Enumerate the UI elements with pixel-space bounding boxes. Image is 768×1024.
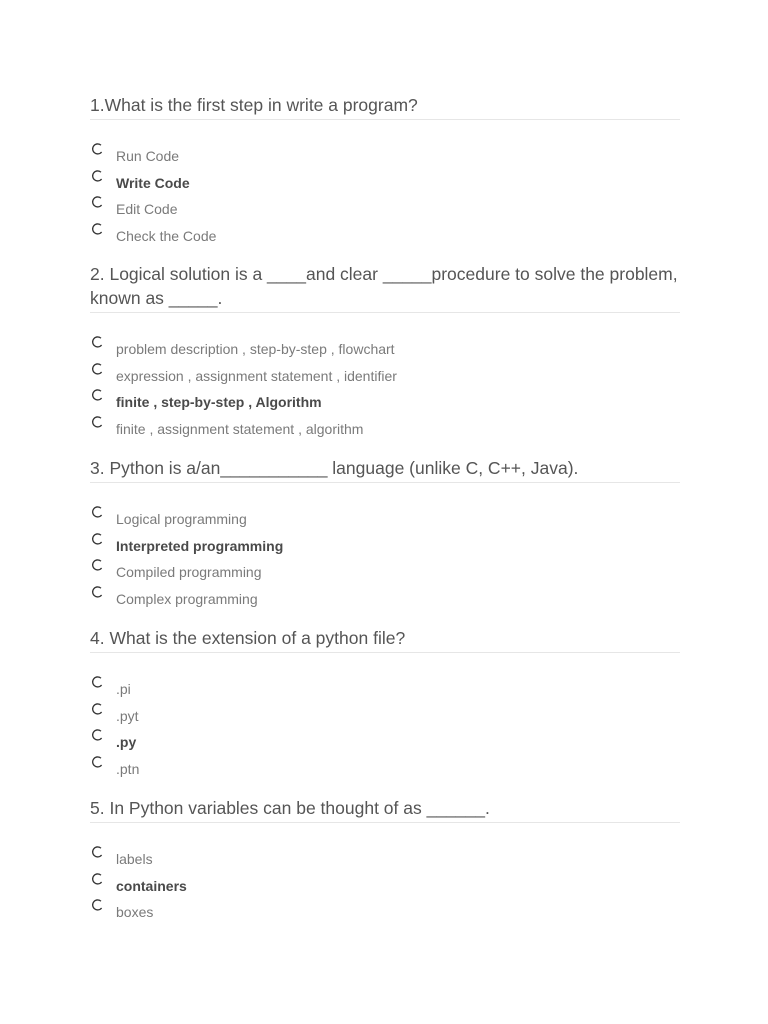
option-label: .py <box>116 734 137 751</box>
radio-icon <box>90 675 104 689</box>
option-radio[interactable] <box>90 507 680 534</box>
radio-icon <box>90 142 104 156</box>
radio-icon <box>90 558 104 572</box>
option-label: Edit Code <box>116 201 178 218</box>
option-label: boxes <box>116 904 154 921</box>
radio-icon <box>90 195 104 209</box>
radio-icon <box>90 898 104 912</box>
question-2 <box>90 262 683 443</box>
option-radio[interactable] <box>90 534 680 561</box>
radio-icon <box>90 415 104 429</box>
option-radio[interactable] <box>90 730 680 757</box>
question-1 <box>90 93 680 250</box>
option-radio[interactable] <box>90 364 680 391</box>
question-4 <box>90 626 680 783</box>
radio-icon <box>90 388 104 402</box>
option-label: Write Code <box>116 174 190 191</box>
option-radio[interactable] <box>90 144 680 171</box>
option-radio[interactable] <box>90 171 680 198</box>
option-radio[interactable] <box>90 560 680 587</box>
question-5 <box>90 796 680 927</box>
option-label: labels <box>116 851 153 867</box>
option-radio[interactable] <box>90 677 680 704</box>
radio-icon <box>90 845 104 859</box>
option-radio[interactable] <box>90 224 680 251</box>
option-radio[interactable] <box>90 900 680 927</box>
options-list <box>90 847 680 927</box>
radio-icon <box>90 362 104 376</box>
options-list <box>90 507 680 613</box>
option-radio[interactable] <box>90 587 680 614</box>
options-list <box>90 144 680 250</box>
option-radio[interactable] <box>90 704 680 731</box>
question-title: 5. In Python variables can be thought of as ______. <box>90 796 680 823</box>
radio-icon <box>90 872 104 886</box>
option-radio[interactable] <box>90 757 680 784</box>
option-label: finite , step-by-step , Algorithm <box>116 394 322 411</box>
radio-icon <box>90 335 104 349</box>
radio-icon <box>90 702 104 716</box>
radio-icon <box>90 532 104 546</box>
option-label: Complex programming <box>116 590 258 607</box>
option-label: Check the Code <box>116 227 217 244</box>
option-label: .pi <box>116 681 131 697</box>
radio-icon <box>90 728 104 742</box>
question-title: 4. What is the extension of a python file? <box>90 626 680 653</box>
option-radio[interactable] <box>90 337 680 364</box>
option-label: .pyt <box>116 707 139 724</box>
question-title: 1.What is the first step in write a program? <box>90 93 680 120</box>
option-radio[interactable] <box>90 874 680 901</box>
options-list <box>90 677 680 783</box>
radio-icon <box>90 169 104 183</box>
radio-icon <box>90 755 104 769</box>
question-title: 2. Logical solution is a ____and clear _____procedure to solve the problem, known as _____. <box>90 262 680 313</box>
option-radio[interactable] <box>90 390 680 417</box>
option-label: containers <box>116 877 187 894</box>
radio-icon <box>90 222 104 236</box>
question-title: 3. Python is a/an___________ language (unlike C, C++, Java). <box>90 456 680 483</box>
option-label: expression , assignment statement , identifier <box>116 367 397 384</box>
option-label: Run Code <box>116 148 180 164</box>
option-label: .ptn <box>116 760 140 777</box>
option-radio[interactable] <box>90 417 680 444</box>
option-radio[interactable] <box>90 847 680 874</box>
option-label: problem description , step-by-step , flowchart <box>116 341 395 357</box>
question-3 <box>90 456 680 613</box>
option-label: Interpreted programming <box>116 537 284 554</box>
options-list <box>90 337 680 443</box>
radio-icon <box>90 585 104 599</box>
option-label: Logical programming <box>116 511 247 527</box>
radio-icon <box>90 505 104 519</box>
option-radio[interactable] <box>90 197 680 224</box>
option-label: finite , assignment statement , algorithm <box>116 420 364 437</box>
option-label: Compiled programming <box>116 564 262 581</box>
